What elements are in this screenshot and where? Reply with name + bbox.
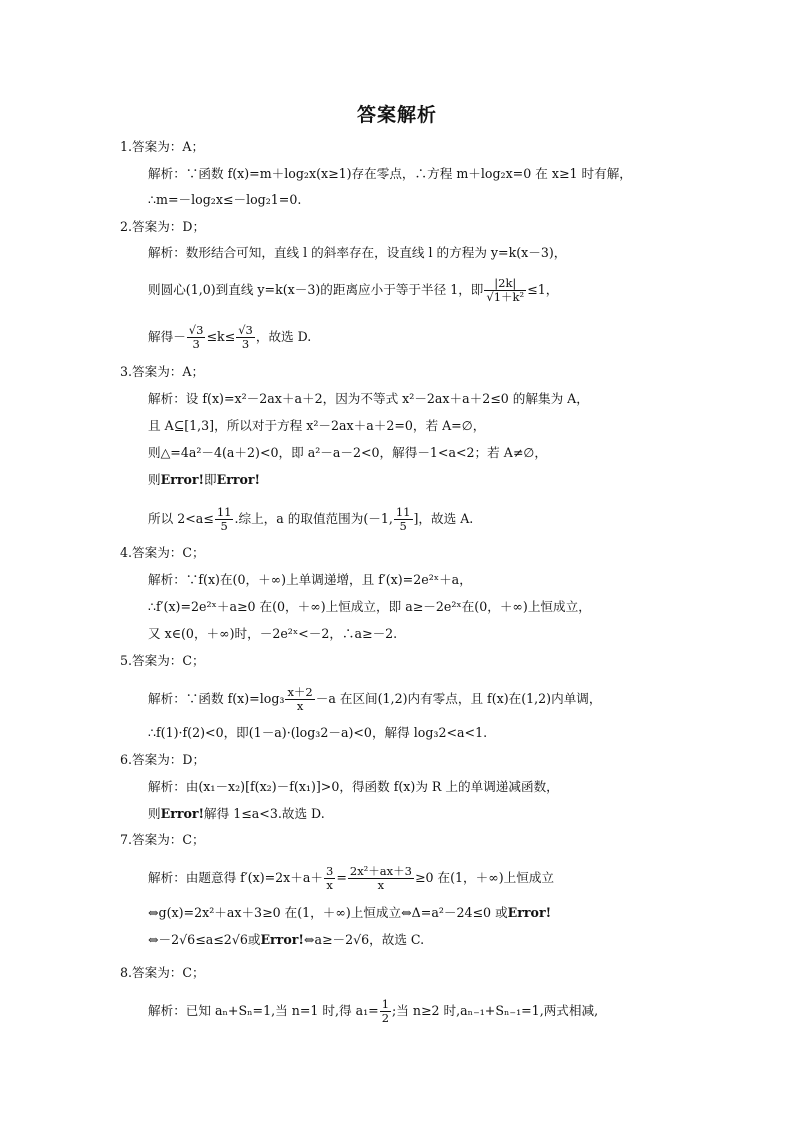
error-placeholder: Error! bbox=[260, 932, 304, 947]
fraction-11-over-5-b: $\frac{11}{5}$ bbox=[395, 505, 411, 533]
q1-answer: 1.答案为：A； bbox=[120, 139, 205, 154]
q4-analysis-line3: 又 x∈(0，＋∞)时，－2e²ˣ<－2，∴a≥－2. bbox=[148, 626, 398, 641]
fraction-sqrt3-over-3-b: $\frac{√3}{3}$ bbox=[238, 323, 253, 351]
q5-analysis-line1: 解析：∵函数 f(x)=log₃ $\frac{x+2}{x}$ －a 在区间(1,2)内有零点，且 f(x)在(1,2)内单调， bbox=[148, 685, 602, 713]
error-placeholder: Error! bbox=[507, 905, 552, 920]
q7-answer: 7.答案为：C； bbox=[120, 832, 205, 847]
fraction-3-over-x: $\frac{3}{x}$ bbox=[325, 864, 334, 892]
q2-analysis-line3: 解得－ $\frac{√3}{3}$ ≤k≤ $\frac{√3}{3}$ ，故选 D. bbox=[148, 323, 312, 351]
q2-analysis-line2: 则圆心(1,0)到直线 y=k(x－3)的距离应小于等于半径 1，即 $\frac{|2k|}{\text{√1＋k²}}$ ≤1， bbox=[148, 276, 559, 304]
q5-analysis-line2: ∴f(1)·f(2)<0，即(1－a)·(log₃2－a)<0，解得 log₃2<a<1. bbox=[148, 725, 488, 740]
q5-answer: 5.答案为：C； bbox=[120, 653, 205, 668]
q3-analysis-line4: 则Error!即Error! bbox=[148, 472, 261, 487]
q3-analysis-line3: 则△=4a²－4(a＋2)<0，即 a²－a－2<0，解得－1<a<2；若 A≠∅， bbox=[148, 445, 547, 460]
q6-analysis-line2: 则Error!解得 1≤a<3.故选 D. bbox=[148, 806, 325, 821]
q3-analysis-line5: 所以 2<a≤ $\frac{11}{5}$ .综上，a 的取值范围为(－1, $\frac{11}{5}$ ]，故选 A. bbox=[148, 505, 474, 533]
error-placeholder: Error! bbox=[216, 472, 261, 487]
q2-answer: 2.答案为：D； bbox=[120, 219, 206, 234]
page-title: 答案解析 bbox=[356, 104, 437, 126]
q7-analysis-line3: ⇔－2√6≤a≤2√6或Error!⇔a≥－2√6，故选 C. bbox=[148, 932, 425, 947]
error-placeholder: Error! bbox=[160, 806, 205, 821]
q7-analysis-line2: ⇔g(x)=2x²＋ax＋3≥0 在(1，＋∞)上恒成立⇔Δ=a²－24≤0 或Error! bbox=[148, 905, 552, 920]
q3-analysis-line2: 且 A⊆[1,3]，所以对于方程 x²－2ax＋a＋2=0，若 A=∅， bbox=[148, 418, 486, 433]
q4-analysis-line1: 解析：∵f(x)在(0，＋∞)上单调递增，且 f′(x)=2e²ˣ＋a， bbox=[148, 572, 472, 587]
q4-analysis-line2: ∴f′(x)=2e²ˣ＋a≥0 在(0，＋∞)上恒成立，即 a≥－2e²ˣ在(0，＋∞)上恒成立， bbox=[148, 599, 591, 614]
q2-analysis-line1: 解析：数形结合可知，直线 l 的斜率存在，设直线 l 的方程为 y=k(x－3)， bbox=[148, 245, 567, 260]
fraction-11-over-5-a: $\frac{11}{5}$ bbox=[216, 505, 232, 533]
q3-analysis-line1: 解析：设 f(x)=x²－2ax＋a＋2，因为不等式 x²－2ax＋a＋2≤0 的解集为 A， bbox=[148, 391, 589, 406]
q8-answer: 8.答案为：C； bbox=[120, 965, 205, 980]
fraction-x-plus-2-over-x: $\frac{x+2}{x}$ bbox=[287, 685, 313, 713]
fraction-one-half: $\frac{1}{2}$ bbox=[381, 997, 390, 1025]
q8-analysis-line1: 解析：已知 aₙ+Sₙ=1,当 n=1 时,得 a₁= $\frac{1}{2}$ ;当 n≥2 时,aₙ₋₁+Sₙ₋₁=1,两式相减, bbox=[148, 997, 599, 1025]
q3-answer: 3.答案为：A； bbox=[120, 364, 205, 379]
q1-analysis-line1: 解析：∵函数 f(x)=m＋log₂x(x≥1)存在零点，∴方程 m＋log₂x=0 在 x≥1 时有解， bbox=[148, 166, 632, 181]
q1-analysis-line2: ∴m=－log₂x≤－log₂1=0. bbox=[148, 192, 302, 207]
q4-answer: 4.答案为：C； bbox=[120, 545, 205, 560]
error-placeholder: Error! bbox=[160, 472, 205, 487]
q7-analysis-line1: 解析：由题意得 f′(x)=2x＋a＋ $\frac{3}{x}$ = $\frac{\text{2x²＋ax＋3}}{x}$ ≥0 在(1，＋∞)上恒成立 bbox=[148, 864, 555, 892]
q6-answer: 6.答案为：D； bbox=[120, 752, 206, 767]
fraction-quadratic-over-x: $\frac{\text{2x²＋ax＋3}}{x}$ bbox=[349, 864, 412, 892]
fraction-sqrt3-over-3-a: $\frac{√3}{3}$ bbox=[188, 323, 204, 351]
fraction-distance: $\frac{|2k|}{\text{√1＋k²}}$ bbox=[486, 276, 525, 304]
q6-analysis-line1: 解析：由(x₁－x₂)[f(x₂)－f(x₁)]>0，得函数 f(x)为 R 上的单调递减函数， bbox=[148, 779, 559, 794]
